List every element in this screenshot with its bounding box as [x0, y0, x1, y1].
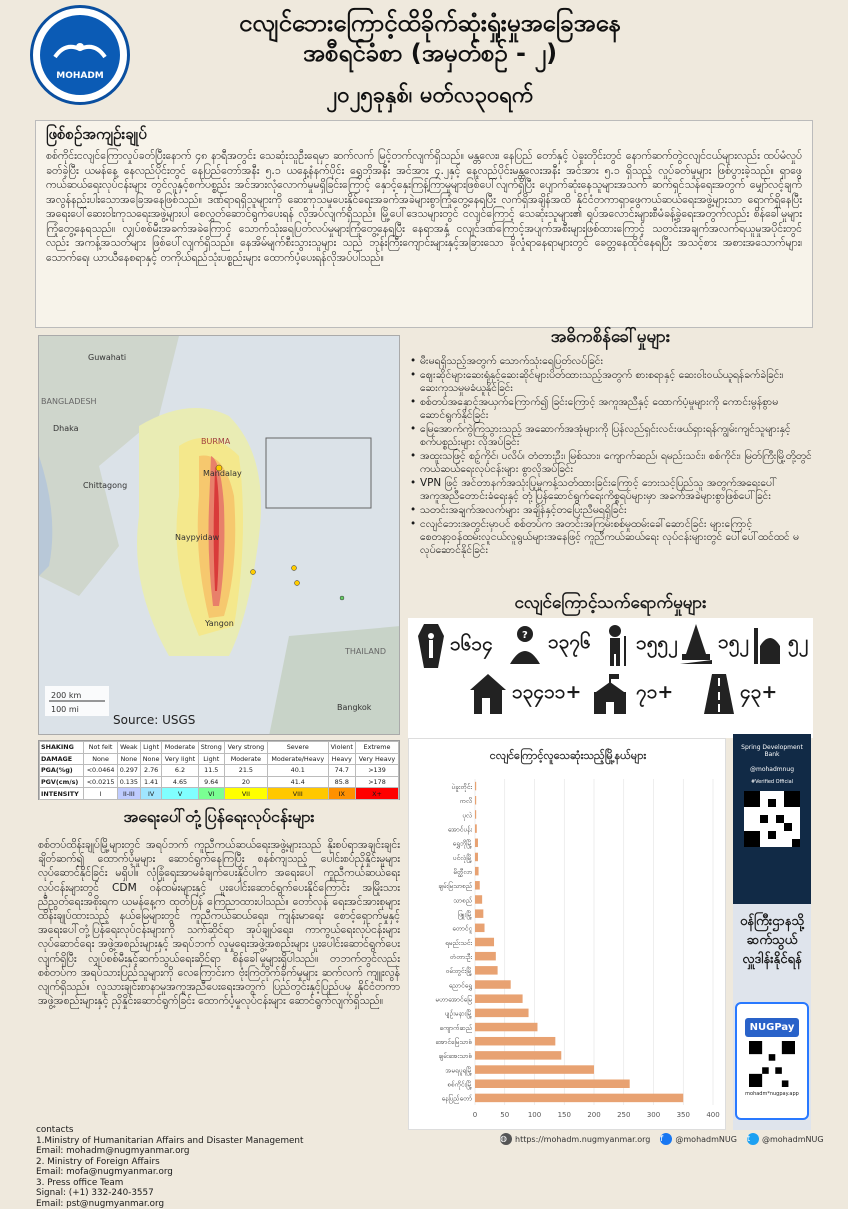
- list-item: • မြေအောက်ကွဲကြသွားသည့် အဆောက်အအုံများကို ပြန်လည်ရှင်းလင်းဖယ်ရှားရန်ကျွမ်းကျင်သူများနှင့် စက်ပစ္စည်းများ လိုအပ်ခြင်း: [408, 423, 813, 449]
- coffin-icon: [418, 624, 444, 668]
- x-tick-label: 250: [617, 1111, 630, 1119]
- scale-km: 200 km: [51, 691, 81, 700]
- donate-text: ဝန်ကြီးဌာနသို့ ဆက်သွယ် လှူဒါန်းနိုင်ရန်: [733, 912, 811, 969]
- category-label: ရမည်းသင်း: [445, 939, 472, 948]
- bar: [475, 1079, 630, 1088]
- facebook-link[interactable]: f @mohadmNUG: [660, 1133, 737, 1145]
- bar: [475, 810, 476, 819]
- svg-text:?: ?: [522, 630, 528, 641]
- bar: [475, 782, 476, 791]
- title-line-2: အစီရင်ခံစာ (အမှတ်စဉ် - ၂): [150, 38, 710, 68]
- bar: [475, 1051, 561, 1060]
- summary-heading: ဖြစ်စဉ်အကျဉ်းချုပ်: [46, 125, 802, 147]
- category-label: ချမ်းမြသာစည်: [438, 881, 472, 891]
- hands-icon: [40, 15, 120, 95]
- nugpay-url: mohadm*nugpay.app: [737, 1091, 807, 1097]
- donation-sidebar: [733, 734, 811, 1130]
- category-label: ချမ်းအေးသာစံ: [438, 1052, 472, 1061]
- twitter-icon: t: [747, 1133, 759, 1145]
- pgv-row: PGV(cm/s) <0.0215 0.135 1.41 4.65 9.64 20 41.4 85.8 >178: [40, 776, 399, 788]
- school-icon: [590, 674, 630, 714]
- bar: [475, 853, 478, 862]
- category-label: နေပြည်တော်: [441, 1094, 472, 1104]
- category-label: အောင်ပန်း: [448, 825, 473, 834]
- category-label: ကလိ: [460, 797, 472, 805]
- pagoda-icon: [680, 624, 712, 664]
- intensity-legend: [38, 740, 400, 800]
- bar: [475, 952, 496, 961]
- contacts-heading: contacts: [36, 1125, 416, 1136]
- scale-mi: 100 mi: [51, 705, 79, 714]
- category-label: ပုလဲ: [462, 811, 472, 820]
- intensity-row: INTENSITY I II-III IV V VI VII VIII IX X+: [40, 788, 399, 800]
- dead-count: ၁၆၁၄: [418, 624, 493, 668]
- map-label: THAILAND: [344, 647, 386, 656]
- summary-body: စစ်ကိုင်းငလျင်ကြောလှုပ်ခတ်ပြီးနောက် ၄၈ နာရီအတွင်း သေဆုံးသူဦးရေမှာ ဆက်လက် မြင့်တက်လျက်ရှိသည်။ မန္တလေး၊ နေပြည် တော်နှင့် ပဲခူးတိုင်းတွင် နောက်ဆက်တွဲငလျင်ငယ်များလည်း ထပ်မံလှုပ်ခတ်ခဲ့ပြီး ယမန်နေ့ နေလည်ပိုင်းတွင် နေပြည်တော်အနီး ၅.၁ ယနေ့နံနက်ပိုင်း ရွှေဘိုအနီး အင်အား ၄.၂နှင့် နေ့လည်ပိုင်းမန္တလေးအနီး အင်အား ၅.၁ ရှိသည့် လှုပ်ခတ်မှုများ ဖြစ်ပွားခဲ့သည်။ ရှာဖွေကယ်ဆယ်ရေးလုပ်ငန်းများ တွင်လူနှင့်စက်ပစ္စည်း အင်အားလုံလောက်မှုမရှိခြင်းကြောင့် နှောင့်နှေးကြန့်ကြာမှုများဖြစ်ပေါ်လျက်ရှိပြီး ပျောက်ဆုံးနေသူများအသက် ဆက်ရှင်သန်ရေးအတွက် မျှော်လင့်ချက် အလွန်နည်းပါးသောအခြေအနေဖြစ်သည်။ ဒဏ်ရာရရှိသူများကို ဆေးကုသမှုပေးနိုင်ရေးအခက်အခဲများစွာကြုံတွေ့နေရပြီး လက်ရှိအချိန်အထိ နိုင်ငံတကာရှာဖွေကယ်ဆယ်ရေးအဖွဲ့များသာ ရောက်ရှိနေပြီး အရေးပေါ်ဆေးဝါးကုသရေးအဖွဲ့များပါ စေလွှတ်ဆောင်ရွက်ပေးရန် လိုအပ်လျက်ရှိသည်။ မြို့ပေါ်ဒေသများတွင် ငလျင်ကြောင့် သေဆုံးသူများ၏ ရုပ်အလောင်းများစီမံခန့်ခွဲရေးအတွက်လည်း စိန်ခေါ်မှုများကြုံတွေ့နေရသည်။ လျှပ်စစ်မီးအခက်အခဲကြောင့် သောက်သုံးရေပြတ်လပ်မှုများကြုံတွေ့နေရပြီး နေရာအနှံ့ ငလျင်ဒဏ်ကြောင့်အပျက်အစီးများဖြစ်ထားကြောင့် သတင်းအချက်အလက်ရယူမှုအပိုင်းတွင်လည်း အကန့်အသတ်များ ဖြစ်ပေါ်လျက်ရှိသည်။ နေအိမ်မျက်စီးသွားသူများ သည် ဘုန်းကြီးကျောင်းများနှင့်အခြားသော ခိုလှုံရာနေရာများတွင် ခေတ္တနေထိုင်နေရပြီး အသင့်စား အစားအသောက်များ၊ သောက်ရေ၊ ယာယီနေစရာနှင့် တကိုယ်ရည်သုံးပစ္စည်းများ ထောက်ပံ့ပေးရန်လိုအပ်ပါသည်။: [46, 149, 802, 265]
- damage-row: DAMAGE None None None Very light Light Moderate Moderate/Heavy Heavy Very Heavy: [40, 753, 399, 765]
- nugpay-box: [735, 1002, 809, 1120]
- missing-person-icon: [508, 624, 542, 664]
- list-item: • စစ်တပ်အနှောင့်အယှက်ကြောက်၍ ခြင်းကြောင့် အကူအညီနှင့် ထောက်ပံ့မှုများကို ကောင်းမွန်စွာမဆောင်ရွက်နိုင်ခြင်း: [408, 396, 813, 422]
- category-label: ညောင်ရွှေ: [449, 981, 473, 990]
- bar: [475, 966, 498, 975]
- map-label: Dhaka: [53, 424, 79, 433]
- challenges-list: [408, 355, 813, 557]
- chart-title: ငလျင်ကြောင့်လူသေဆုံးသည့်မြို့နယ်များ: [490, 747, 648, 765]
- map-label: BANGLADESH: [41, 397, 97, 406]
- injured-icon: [600, 624, 630, 666]
- category-label: ပင်လုံမြို့: [453, 853, 473, 863]
- bar: [475, 924, 485, 933]
- contact-line: Signal: (+1) 332-240-3557: [36, 1188, 416, 1199]
- bar: [475, 1009, 529, 1018]
- bar: [475, 1065, 594, 1074]
- map-label: Mandalay: [203, 469, 242, 478]
- pagoda-count: ၁၅၂: [680, 624, 749, 664]
- x-tick-label: 300: [647, 1111, 660, 1119]
- map-label: Chittagong: [83, 481, 127, 490]
- bar: [475, 994, 523, 1003]
- bar: [475, 824, 477, 833]
- title-line-1: ငလျင်ဘေးကြောင့်ထိခိုက်ဆုံးရှုံးမှုအခြေအနေ: [150, 8, 710, 38]
- intensity-map: [38, 335, 400, 735]
- list-item: • VPN ဖြင့် အင်တာနက်အသုံးပြုမှုကန့်သတ်ထားခြင်းကြောင့် ဘေးသင့်ပြည်သူ အတွက်အရေးပေါ်အကူအညီတောင်းခံရေးနှင့် တုံ့ပြန်ဆောင်ရွက်ရေးကိစ္စရပ်များမှာ အခက်အခဲများစွာဖြစ်ပေါ်ခြင်း: [408, 477, 813, 503]
- map-source: Source: USGS: [113, 713, 195, 727]
- bar: [475, 1094, 683, 1103]
- list-item: • သတင်းအချက်အလက်များ အချိန်နှင့်တပြေးညီမရရှိခြင်း: [408, 504, 813, 517]
- list-item: • အထူးသဖြင့် စဉ့်ကိုင်၊ ပလိပ်၊ တံတားဦး၊ မြစ်သား၊ ကျောက်ဆည်၊ ရမည်းသင်း၊ စစ်ကိုင်း၊ မြတ်ကြီးမြို့တို့တွင် ကယ်ဆယ်ရေးလုပ်ငန်းများ စွာလိုအပ်ခြင်း: [408, 450, 813, 476]
- challenges-heading: အဓိကစိန်ခေါ်မှုများ: [408, 326, 813, 351]
- bar: [475, 796, 476, 805]
- contact-line: 2. Ministry of Foreign Affairs: [36, 1157, 416, 1168]
- bank-handle: @mohadmnug: [733, 766, 811, 773]
- twitter-link[interactable]: t @mohadmNUG: [747, 1133, 824, 1145]
- website-link[interactable]: ◍ https://mohadm.nugmyanmar.org: [500, 1133, 650, 1145]
- qr-code-icon[interactable]: [744, 791, 800, 847]
- list-item: • မီးမရရှိသည့်အတွက် သောက်သုံးရေပြတ်လပ်ခြင်း: [408, 355, 813, 368]
- bar: [475, 980, 511, 989]
- relief-section: [38, 806, 400, 1126]
- injured-count: ၁၅၅၂: [600, 624, 677, 666]
- contact-line[interactable]: Email: mohadm@nugmyanmar.org: [36, 1146, 416, 1157]
- category-label: မဟာအောင်မြေ: [435, 995, 472, 1005]
- bar: [475, 839, 478, 848]
- spring-bank-box: [733, 734, 811, 904]
- x-tick-label: 0: [473, 1111, 477, 1119]
- challenges-section: [408, 326, 813, 616]
- bar: [475, 938, 494, 947]
- schools-count: ၇၁+: [590, 674, 673, 714]
- category-label: မိတ္ထီလာ: [453, 868, 472, 877]
- map-label: Guwahati: [88, 353, 126, 362]
- pga-row: PGA(%g) <0.0464 0.297 2.76 6.2 11.5 21.5 40.1 74.7 >139: [40, 765, 399, 777]
- bar: [475, 867, 479, 876]
- x-tick-label: 50: [500, 1111, 509, 1119]
- report-date: ၂၀၂၅ခုနှစ်၊ မတ်လ၃၀ရက်: [150, 80, 710, 113]
- x-tick-label: 350: [677, 1111, 690, 1119]
- category-label: ပဲခူးတိုင်း: [451, 783, 472, 792]
- mosque-icon: [752, 624, 782, 664]
- category-label: သာစည်: [453, 896, 473, 905]
- category-label: ကျောက်ဆည်: [439, 1024, 472, 1033]
- mosque-count: ၅၂: [752, 624, 808, 664]
- missing-count: ? ၁၃၇၆: [508, 624, 591, 664]
- nugpay-label: NUGPay: [745, 1018, 799, 1037]
- roads-count: ၄၃+: [704, 674, 777, 714]
- x-tick-label: 400: [706, 1111, 719, 1119]
- mohadm-logo: [30, 5, 130, 105]
- relief-body: စစ်တပ်ထိန်းချုပ်မြို့များတွင် အရပ်ဘက် ကူညီကယ်ဆယ်ရေးအဖွဲ့များသည် နိုးစပ်ရာအချင်းချင်း ချိတ်ဆက်၍ ထောက်ပံ့မှုများ ဆောင်ရွက်နေကြပြီး စနစ်ကျသည့် ပေါင်းစပ်ညှိနှိုင်းမှုများ လုပ်ဆောင်နိုင်ခြင်း မရှိပါ။ လုံခြုံရေးအာမခံချက်ပေးနိုင်ပါက အရေးပေါ် ကူညီကယ်ဆယ်ရေး လုပ်ငန်းများတွင် CDM ဝန်ထမ်းများနှင့် ပူးပေါင်းဆောင်ရွက်ပေးနိုင်ကြောင်း အမြိုးသား ညီညွတ်ရေးအစိုးရက ယမန်နေ့က ထုတ်ပြန် ကြေညာထားပါသည်။ တော်လှန် ရေးအင်အားစုများ ထိန်းချုပ်ထားသည့် နယ်မြေများတွင် ကူညီကယ်ဆယ်ရေး၊ ကျန်းမာရေး စောင့်ရှောက်မှုနှင့် အရေးပေါ်တုံ့ပြန်ရေးလုပ်ငန်းများကို သက်ဆိုင်ရာ အုပ်ချုပ်ရေး၊ ကာကွယ်ရေးလုပ်ငန်းများ လုပ်ဆောင်ရေး အဖွဲ့အစည်းများနှင့် အရပ်ဘက် လူမှုရေးအဖွဲ့အစည်းများ ပူးပေါင်းဆောင်ရွက်ပေးလျက်ရှိပြီး လျှပ်စစ်မီးနှင့်ဆက်သွယ်ရေးဆိုင်ရာ စိန်ခေါ်မှုများရှိပါသည်။ တဘက်တွင်လည်း စစ်တပ်က အရပ်သားပြည်သူများကို လေကြောင်းက ဗုံးကြဲတိုက်ခိုက်မှုများ ဆက်လက် ကျူးလွန်လျက်ရှိသည်။ လူသားချင်းစာနာမှုအကူအညီပေးရေးအတွက် ပြည်တွင်းနှင့်ပြည်ပမှ နိုင်ငံတကာ အဖွဲ့အစည်းများနှင့် ညှိနှိုင်းဆောင်ရွက်ခြင်း ထောက်ပံ့မှုလုပ်ငန်းများ ဆောင်ရွက်လျက်ရှိသည်။: [38, 838, 400, 1008]
- houses-count: ၁၃၄၁၁+: [470, 674, 581, 714]
- category-label: စစ်ကိုင်းမြို့: [447, 1080, 472, 1090]
- contact-line[interactable]: Email: pst@nugmyanmar.org: [36, 1199, 416, 1209]
- category-label: အမရပူရမြို့: [445, 1065, 472, 1075]
- bank-name: Spring Development Bank: [733, 744, 811, 758]
- category-label: တောင်ငူ: [452, 925, 472, 934]
- map-label: Yangon: [204, 619, 234, 628]
- contact-line: 1.Ministry of Humanitarian Affairs and Disaster Management: [36, 1136, 416, 1147]
- page-title: [150, 8, 710, 68]
- contacts-section: [36, 1125, 416, 1209]
- globe-icon: ◍: [500, 1133, 512, 1145]
- casualties-panel: [408, 618, 813, 738]
- map-label: Bangkok: [337, 703, 372, 712]
- deaths-by-township-chart: [408, 738, 726, 1130]
- facebook-icon: f: [660, 1133, 672, 1145]
- map-label: BURMA: [201, 437, 231, 446]
- qr-code-icon[interactable]: [749, 1041, 795, 1087]
- casualties-heading: ငလျင်ကြောင့်သက်ရောက်မှုများ: [408, 592, 813, 617]
- bar: [475, 1037, 555, 1046]
- x-tick-label: 200: [587, 1111, 600, 1119]
- category-label: ဖြူးမြို့: [458, 909, 473, 919]
- contact-line: 3. Press office Team: [36, 1178, 416, 1189]
- summary-section: [35, 120, 813, 328]
- relief-heading: အရေးပေါ်တုံ့ပြန်ရေးလုပ်ငန်းများ: [38, 806, 400, 830]
- bar: [475, 895, 482, 904]
- damaged-house-icon: [470, 674, 506, 714]
- logo-text: MOHADM: [56, 71, 104, 81]
- road-icon: [704, 674, 734, 714]
- bar: [475, 881, 480, 890]
- contact-line[interactable]: Email: mofa@nugmyanmar.org: [36, 1167, 416, 1178]
- list-item: • ဈေးဆိုင်များဆေးရုံနှင့်ဆေးဆိုင်များပိတ်ထားသည့်အတွက် စားစရာနှင့် ဆေးဝါးဝယ်ယူရန်ခက်ခဲခြင်း၊ ဆေးကုသမှုမခံယူနိုင်ခြင်း: [408, 369, 813, 395]
- x-tick-label: 100: [528, 1111, 541, 1119]
- bar: [475, 1023, 537, 1032]
- category-label: ပျဉ်းမနားမြို့: [445, 1009, 473, 1019]
- category-label: တံတားဦး: [450, 953, 473, 962]
- category-label: ရွှေဘိုမြို့: [453, 839, 473, 849]
- list-item: • ငလျင်ဘေးအတွင်းမှာပင် စစ်တပ်က အတင်းအကြမ်းစစ်မှုထမ်းခေါ်ဆောင်ခြင်း များကြောင့် စေတနာ့ဝန်ထမ်းလူငယ်လူရွယ်များအနေဖြင့် ကူညီကယ်ဆယ်ရေး လုပ်ငန်းများတွင် ပေါ်ပေါ်ထင်ထင် မလုပ်ဆောင်နိုင်ခြင်း: [408, 518, 813, 557]
- chart-svg: [409, 739, 727, 1131]
- bar: [475, 909, 483, 918]
- category-label: ဝမ်းတွင်းမြို့: [446, 966, 473, 976]
- social-links: [500, 1130, 820, 1148]
- verified-label: #Verified Official: [733, 779, 811, 785]
- x-tick-label: 150: [558, 1111, 571, 1119]
- category-label: အောင်မြေသာစံ: [435, 1037, 472, 1047]
- shaking-row: SHAKING Not felt Weak Light Moderate Strong Very strong Severe Violent Extreme: [40, 742, 399, 754]
- map-label: Naypyidaw: [175, 533, 220, 542]
